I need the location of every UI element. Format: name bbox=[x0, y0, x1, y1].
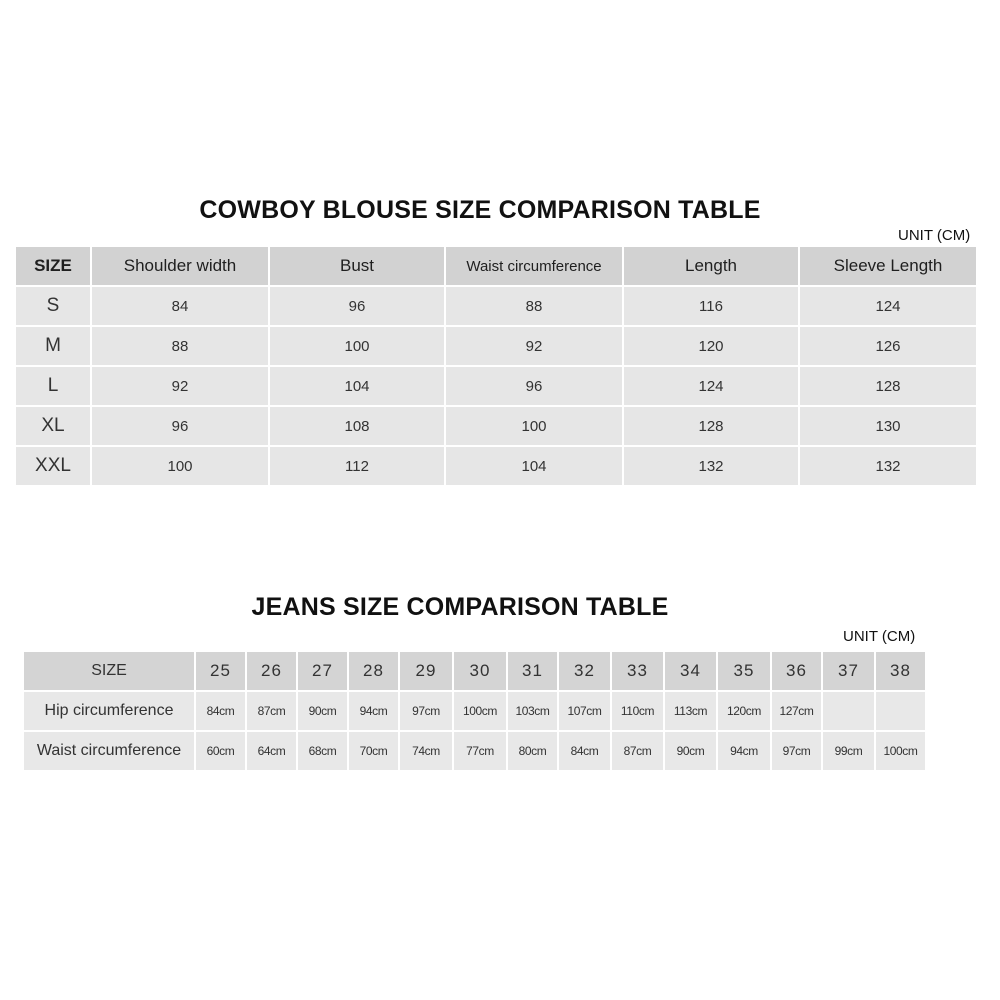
table-cell: 108 bbox=[270, 407, 444, 445]
table-cell: 99cm bbox=[823, 732, 874, 770]
header-cell: Waist circumference bbox=[446, 247, 622, 285]
size-cell: 32 bbox=[559, 652, 610, 690]
jeans-unit-label: UNIT (CM) bbox=[843, 628, 916, 645]
table-cell: 100cm bbox=[454, 692, 506, 730]
table-cell: 128 bbox=[624, 407, 798, 445]
size-cell: 36 bbox=[772, 652, 821, 690]
waist-label-cell: Waist circumference bbox=[24, 732, 194, 770]
size-cell: 26 bbox=[247, 652, 296, 690]
table-cell: 94cm bbox=[349, 692, 398, 730]
table-cell: 104 bbox=[446, 447, 622, 485]
table-cell: 70cm bbox=[349, 732, 398, 770]
table-cell: 124 bbox=[800, 287, 976, 325]
table-row bbox=[16, 367, 976, 405]
jeans-table-title: JEANS SIZE COMPARISON TABLE bbox=[251, 593, 669, 621]
table-cell: 80cm bbox=[508, 732, 557, 770]
table-cell: 100 bbox=[446, 407, 622, 445]
table-cell: 124 bbox=[624, 367, 798, 405]
jeans-size-table bbox=[22, 650, 927, 772]
table-cell: 87cm bbox=[612, 732, 663, 770]
table-cell: 94cm bbox=[718, 732, 770, 770]
table-cell: 96 bbox=[446, 367, 622, 405]
table-row bbox=[16, 287, 976, 325]
table-cell: 130 bbox=[800, 407, 976, 445]
blouse-unit-label: UNIT (CM) bbox=[898, 227, 971, 244]
table-cell: 64cm bbox=[247, 732, 296, 770]
table-cell: 110cm bbox=[612, 692, 663, 730]
blouse-table-title: COWBOY BLOUSE SIZE COMPARISON TABLE bbox=[199, 196, 761, 224]
size-cell: XL bbox=[16, 407, 90, 445]
table-cell: 120 bbox=[624, 327, 798, 365]
table-cell: 97cm bbox=[772, 732, 821, 770]
table-cell: 88 bbox=[446, 287, 622, 325]
size-label-cell: SIZE bbox=[24, 652, 194, 690]
size-cell: 25 bbox=[196, 652, 245, 690]
hip-label-cell: Hip circumference bbox=[24, 692, 194, 730]
size-cell: 31 bbox=[508, 652, 557, 690]
size-cell: S bbox=[16, 287, 90, 325]
table-cell: 92 bbox=[92, 367, 268, 405]
table-cell: 103cm bbox=[508, 692, 557, 730]
table-cell bbox=[823, 692, 874, 730]
table-cell: 112 bbox=[270, 447, 444, 485]
table-cell: 100 bbox=[270, 327, 444, 365]
size-cell: 29 bbox=[400, 652, 452, 690]
table-cell: 84cm bbox=[559, 732, 610, 770]
table-cell: 96 bbox=[270, 287, 444, 325]
table-cell: 88 bbox=[92, 327, 268, 365]
header-cell: SIZE bbox=[16, 247, 90, 285]
size-cell: M bbox=[16, 327, 90, 365]
size-cell: 33 bbox=[612, 652, 663, 690]
table-cell: 68cm bbox=[298, 732, 347, 770]
table-row bbox=[16, 407, 976, 445]
table-cell: 128 bbox=[800, 367, 976, 405]
size-cell: 27 bbox=[298, 652, 347, 690]
size-cell: L bbox=[16, 367, 90, 405]
blouse-size-table bbox=[14, 245, 978, 487]
table-cell bbox=[876, 692, 925, 730]
table-cell: 104 bbox=[270, 367, 444, 405]
table-cell: 92 bbox=[446, 327, 622, 365]
table-cell: 96 bbox=[92, 407, 268, 445]
table-cell: 120cm bbox=[718, 692, 770, 730]
table-cell: 100 bbox=[92, 447, 268, 485]
table-header-row bbox=[24, 652, 925, 690]
table-cell: 126 bbox=[800, 327, 976, 365]
table-header-row bbox=[16, 247, 976, 285]
size-cell: 30 bbox=[454, 652, 506, 690]
header-cell: Sleeve Length bbox=[800, 247, 976, 285]
table-row bbox=[24, 732, 925, 770]
table-cell: 84cm bbox=[196, 692, 245, 730]
size-cell: 37 bbox=[823, 652, 874, 690]
table-cell: 132 bbox=[800, 447, 976, 485]
table-cell: 90cm bbox=[298, 692, 347, 730]
header-cell: Shoulder width bbox=[92, 247, 268, 285]
table-cell: 87cm bbox=[247, 692, 296, 730]
table-cell: 90cm bbox=[665, 732, 716, 770]
size-cell: 34 bbox=[665, 652, 716, 690]
table-row bbox=[16, 447, 976, 485]
table-cell: 97cm bbox=[400, 692, 452, 730]
table-cell: 77cm bbox=[454, 732, 506, 770]
table-cell: 113cm bbox=[665, 692, 716, 730]
header-cell: Length bbox=[624, 247, 798, 285]
table-cell: 127cm bbox=[772, 692, 821, 730]
table-row bbox=[16, 327, 976, 365]
size-cell: 35 bbox=[718, 652, 770, 690]
table-cell: 132 bbox=[624, 447, 798, 485]
size-cell: XXL bbox=[16, 447, 90, 485]
header-cell: Bust bbox=[270, 247, 444, 285]
size-cell: 28 bbox=[349, 652, 398, 690]
table-cell: 84 bbox=[92, 287, 268, 325]
table-cell: 60cm bbox=[196, 732, 245, 770]
table-row bbox=[24, 692, 925, 730]
table-cell: 100cm bbox=[876, 732, 925, 770]
table-cell: 116 bbox=[624, 287, 798, 325]
size-cell: 38 bbox=[876, 652, 925, 690]
table-cell: 107cm bbox=[559, 692, 610, 730]
table-cell: 74cm bbox=[400, 732, 452, 770]
